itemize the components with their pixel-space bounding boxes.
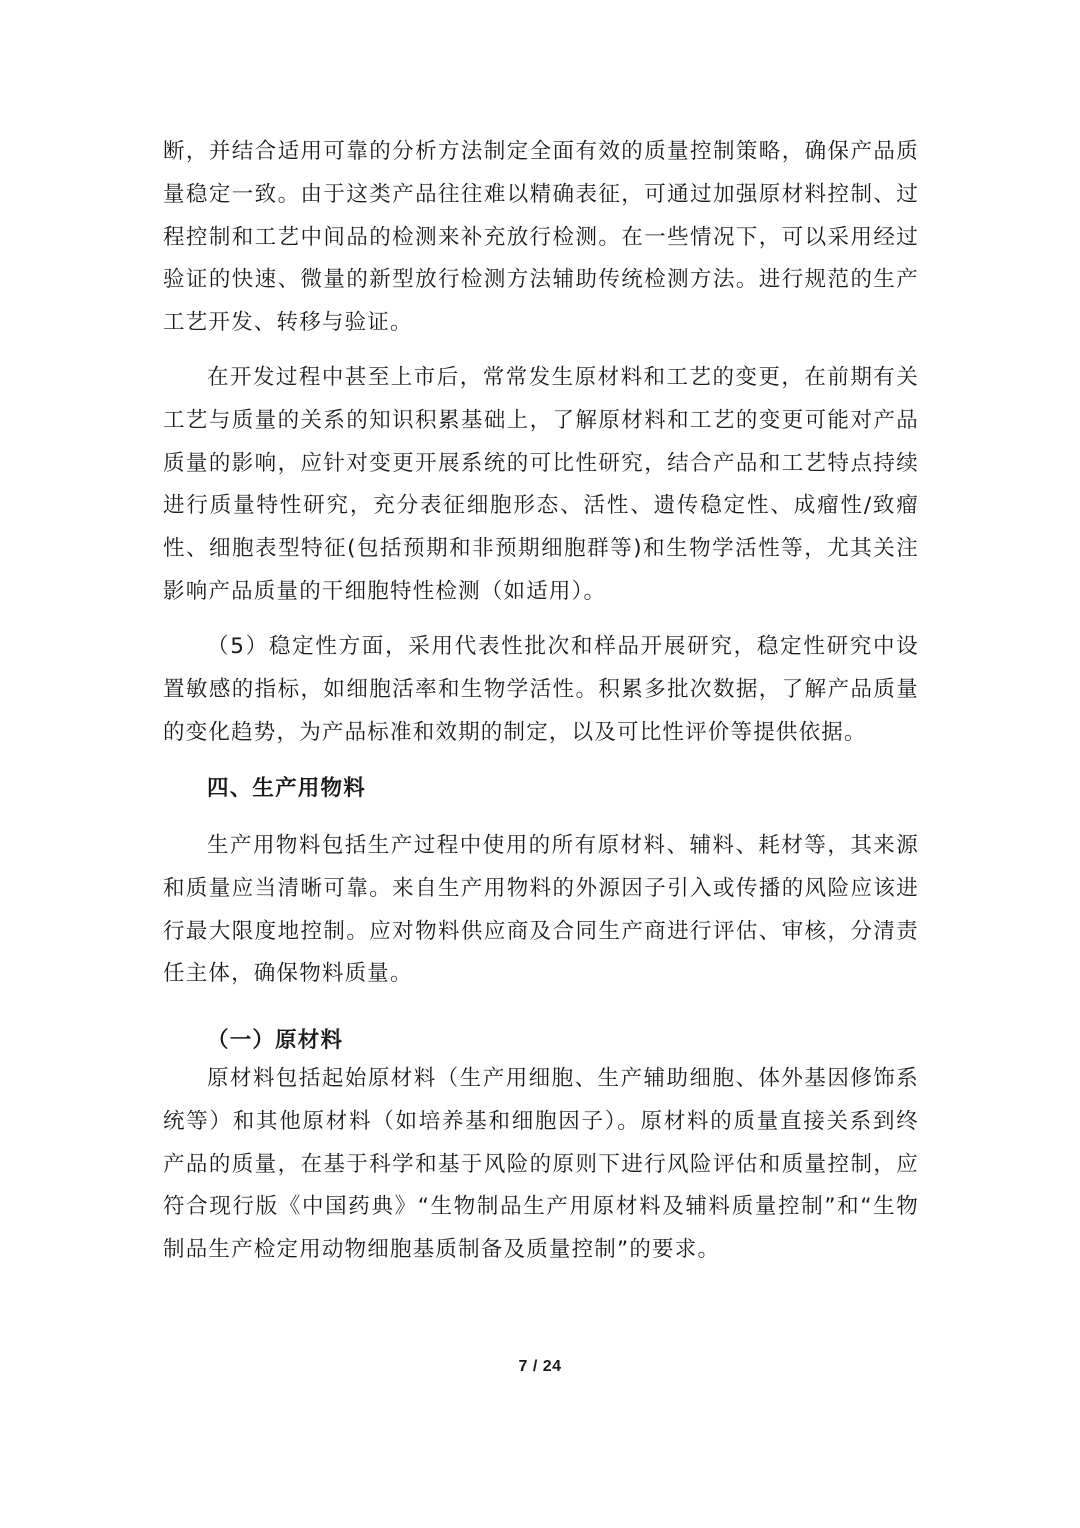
paragraph-process-changes: 在开发过程中甚至上市后，常常发生原材料和工艺的变更，在前期有关工艺与质量的关系的知识积累基础上，了解原材料和工艺的变更可能对产品质量的影响，应针对变更开展系统的可比性研究，结合产品和工艺特点持续进行质量特性研究，充分表征细胞形态、活性、遗传稳定性、成瘤性/致瘤性、细胞表型特征(包括预期和非预期细胞群等)和生物学活性等，尤其关注影响产品质量的干细胞特性检测（如适用）。 — [163, 365, 919, 604]
paragraph-raw-materials: 原材料包括起始原材料（生产用细胞、生产辅助细胞、体外基因修饰系统等）和其他原材料（如培养基和细胞因子）。原材料的质量直接关系到终产品的质量，在基于科学和基于风险的原则下进行风险评估和质量控制，应符合现行版《中国药典》“生物制品生产用原材料及辅料质量控制”和“生物制品生产检定用动物细胞基质制备及质量控制”的要求。 — [163, 1066, 919, 1263]
section-heading-production-materials: 四、生产用物料 — [207, 776, 366, 801]
paragraph-production-materials: 生产用物料包括生产过程中使用的所有原材料、辅料、耗材等，其来源和质量应当清晰可靠。来自生产用物料的外源因子引入或传播的风险应该进行最大限度地控制。应对物料供应商及合同生产商进行评估、审核，分清责任主体，确保物料质量。 — [163, 833, 919, 987]
subsection-heading-raw-materials: （一）原材料 — [207, 1028, 344, 1053]
page-number: 7 / 24 — [518, 1358, 562, 1375]
paragraph-quality-control-strategy: 断，并结合适用可靠的分析方法制定全面有效的质量控制策略，确保产品质量稳定一致。由于这类产品往往难以精确表征，可通过加强原材料控制、过程控制和工艺中间品的检测来补充放行检测。在一些情况下，可以采用经过验证的快速、微量的新型放行检测方法辅助传统检测方法。进行规范的生产工艺开发、转移与验证。 — [163, 139, 919, 336]
paragraph-stability: （5）稳定性方面，采用代表性批次和样品开展研究，稳定性研究中设置敏感的指标，如细胞活率和生物学活性。积累多批次数据，了解产品质量的变化趋势，为产品标准和效期的制定，以及可比性评价等提供依据。 — [163, 634, 919, 745]
